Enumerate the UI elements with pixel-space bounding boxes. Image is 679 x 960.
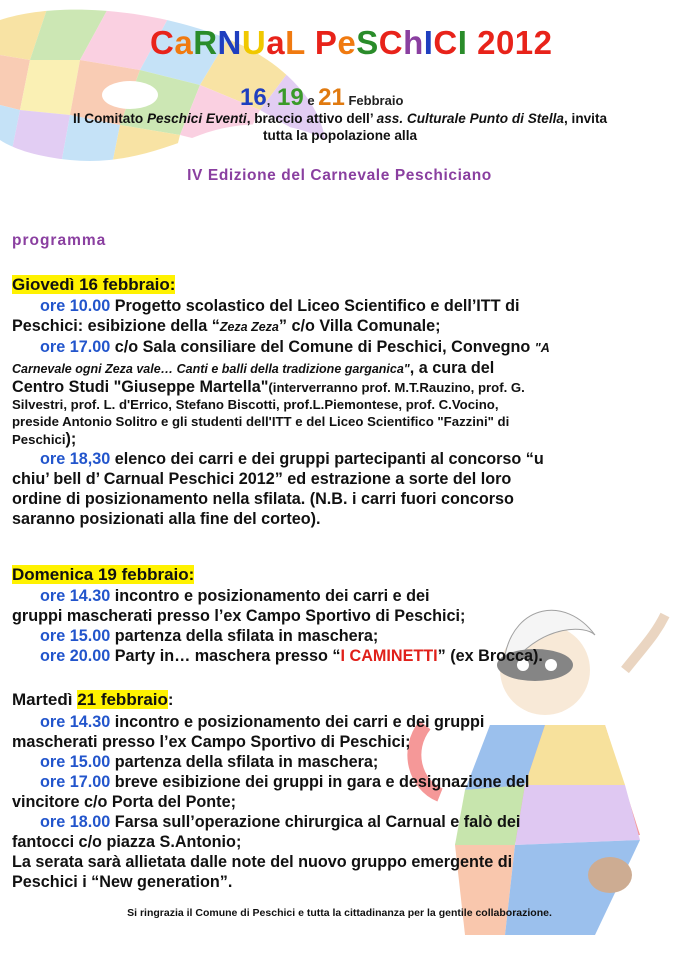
event-text: breve esibizione dei gruppi in gara e designazione del [110, 773, 530, 791]
date-16: 16 [240, 84, 267, 111]
event-text: Party in… maschera presso “ [110, 647, 341, 665]
day-heading-domenica [12, 565, 194, 585]
event-text: preside Antonio Solitro e gli studenti dell'ITT e del Liceo Scientifico "Fazzini" di [12, 414, 510, 429]
event-text: ” (ex Brocca). [437, 647, 543, 665]
date-separator-2: e [303, 93, 319, 108]
event-text: partenza della sfilata in maschera; [110, 753, 379, 771]
event-text: Zeza Zeza [219, 320, 279, 334]
day-label: Martedì [12, 690, 78, 709]
poster-title [150, 24, 553, 62]
intro-text [10, 110, 670, 144]
event-time: ore 10.00 [40, 297, 111, 315]
event-text: vincitore c/o Porta del Ponte; [12, 793, 236, 811]
title-letter: N [217, 24, 242, 61]
title-letter [305, 24, 315, 61]
event-text: Centro Studi "Giuseppe Martella" [12, 378, 269, 396]
event-text: Peschici: esibizione della “ [12, 317, 220, 335]
day-label: Giovedì 16 febbraio: [12, 275, 176, 294]
event-text: mascherati presso l’ex Campo Sportivo di Peschici; [12, 733, 411, 751]
edition-heading: IV Edizione del Carnevale Peschiciano [187, 167, 492, 184]
day-heading-martedi [12, 690, 174, 710]
event-text: chiu’ bell d’ Carnual Peschici 2012” ed estrazione a sorte del loro [12, 470, 512, 488]
event-text: Farsa sull’operazione chirurgica al Carnual e falò dei [110, 813, 521, 831]
day1-program [12, 296, 672, 529]
event-text: partenza della sfilata in maschera; [110, 627, 379, 645]
title-letter: C [150, 24, 175, 61]
event-text: ordine di posizionamento nella sfilata. (N.B. i carri fuori concorso [12, 490, 514, 508]
event-text: Progetto scolastico del Liceo Scientifico e dell’ITT di [110, 297, 520, 315]
intro-part: , braccio attivo dell’ [246, 111, 377, 126]
title-letter: U [241, 24, 267, 61]
thanks-note: Si ringrazia il Comune di Peschici e tutta la cittadinanza per la gentile collaborazione. [127, 907, 552, 919]
event-time: ore 18,30 [40, 450, 111, 468]
title-letter: L [285, 24, 306, 61]
event-text: "A [534, 341, 550, 355]
date-21: 21 [318, 84, 345, 111]
event-text: gruppi mascherati presso l’ex Campo Sportivo di Peschici; [12, 607, 466, 625]
day-label: : [167, 690, 174, 709]
title-letter: C [378, 24, 404, 61]
day-heading-giovedi [12, 275, 175, 295]
event-time: ore 15.00 [40, 753, 111, 771]
title-letter: P [314, 24, 338, 61]
title-letter: e [337, 24, 357, 61]
event-text: (interverranno prof. M.T.Rauzino, prof. G. [268, 380, 525, 395]
event-time: ore 15.00 [40, 627, 111, 645]
event-time: ore 17.00 [40, 338, 111, 356]
convegno-title: Carnevale ogni Zeza vale… Canti e balli della tradizione garganica" [12, 362, 410, 376]
title-letter: I [457, 24, 468, 61]
title-letter: a [266, 24, 286, 61]
day-label: 21 febbraio [77, 690, 168, 709]
event-text: c/o Sala consiliare del Comune di Peschici, Convegno [110, 338, 535, 356]
title-letter: S [356, 24, 379, 61]
intro-association: ass. Culturale Punto di Stella [376, 111, 564, 126]
day2-program [12, 586, 677, 666]
event-time: ore 14.30 [40, 713, 111, 731]
title-letter: C [433, 24, 458, 61]
intro-part: Il Comitato [72, 111, 147, 126]
title-letter: I [423, 24, 434, 61]
event-text: Silvestri, prof. L. d'Errico, Stefano Biscotti, prof.L.Piemontese, prof. C.Vocino, [12, 397, 499, 412]
poster-title-letters [150, 24, 553, 61]
title-letter: h [403, 24, 424, 61]
closing-text: Peschici i “New generation”. [12, 873, 233, 891]
closing-text: La serata sarà allietata dalle note del nuovo gruppo emergente di [12, 853, 513, 871]
title-letter: 2012 [467, 24, 553, 61]
date-separator-1: , [266, 93, 271, 108]
event-text: fantocci c/o piazza S.Antonio; [12, 833, 242, 851]
venue-name: I CAMINETTI [340, 647, 438, 665]
title-letter: R [193, 24, 218, 61]
day-label: Domenica 19 febbraio: [12, 565, 195, 584]
intro-committee: Peschici Eventi [146, 111, 247, 126]
event-time: ore 17.00 [40, 773, 111, 791]
event-text: elenco dei carri e dei gruppi partecipanti al concorso “u [110, 450, 544, 468]
intro-part: , invita [563, 111, 608, 126]
event-time: ore 18.00 [40, 813, 111, 831]
event-text: ); [65, 430, 77, 448]
event-text: incontro e posizionamento dei carri e dei gruppi [110, 713, 485, 731]
programma-heading: programma [12, 232, 107, 249]
event-text: incontro e posizionamento dei carri e dei [110, 587, 430, 605]
event-text: Peschici [12, 432, 66, 447]
date-19: 19 [277, 84, 304, 111]
date-month: Febbraio [344, 93, 404, 108]
event-time: ore 20.00 [40, 647, 111, 665]
day3-program [12, 712, 677, 892]
event-time: ore 14.30 [40, 587, 111, 605]
title-letter: a [174, 24, 194, 61]
event-dates [240, 84, 403, 112]
event-text: , a cura del [409, 359, 495, 377]
event-text: ” c/o Villa Comunale; [278, 317, 441, 335]
event-text: saranno posizionati alla fine del corteo). [12, 510, 321, 528]
intro-line-2: tutta la popolazione alla [262, 128, 418, 143]
